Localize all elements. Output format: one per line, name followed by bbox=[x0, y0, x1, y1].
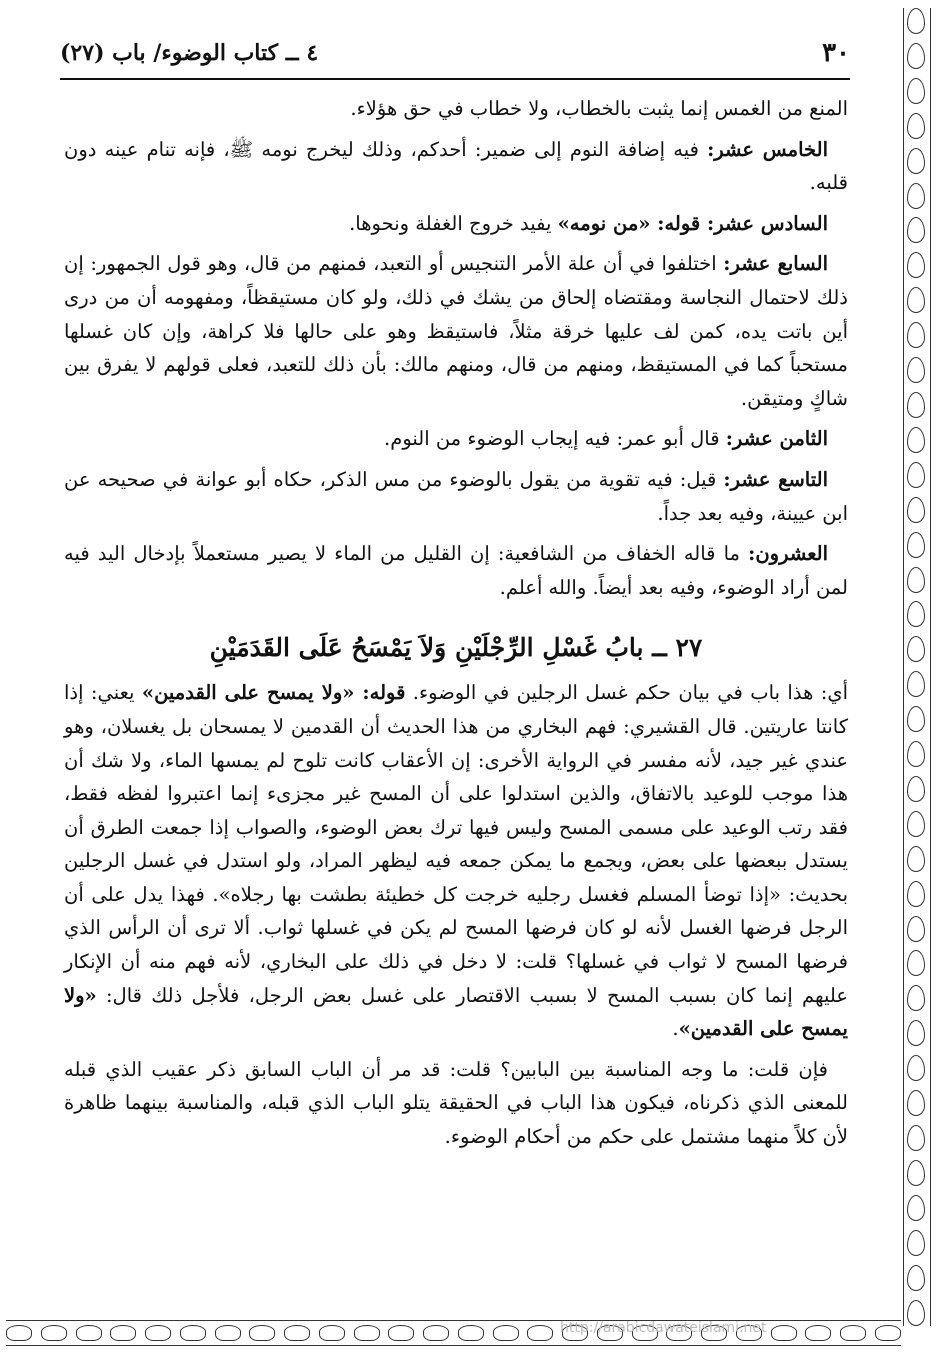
border-ornament bbox=[907, 427, 925, 453]
border-ornament bbox=[907, 776, 925, 802]
border-ornament bbox=[907, 671, 925, 697]
border-ornament bbox=[907, 916, 925, 942]
border-ornament bbox=[907, 636, 925, 662]
border-ornament bbox=[907, 113, 925, 139]
chapter-paragraph-2: فإن قلت: ما وجه المناسبة بين البابين؟ قلت: قد مر أن الباب السابق ذكر عقيب الذي قبله للمعنى الذي ذكرناه، فيكون هذا الباب في الحقيقة يتلو الباب الذي قبله، والمناسبة بينهما ظاهرة لأن كلاً منهما مشتمل على حكم من أحكام الوضوء. bbox=[64, 1057, 848, 1149]
border-ornament bbox=[180, 1325, 206, 1341]
paragraph-lead: الخامس عشر: bbox=[707, 137, 828, 161]
border-ornament bbox=[907, 462, 925, 488]
border-ornament bbox=[875, 1325, 901, 1341]
border-ornament bbox=[907, 1090, 925, 1116]
border-ornament bbox=[6, 1325, 32, 1341]
quoted-phrase: «ولا يمسح على القدمين» bbox=[64, 983, 848, 1041]
border-ornament bbox=[907, 706, 925, 732]
border-ornament bbox=[907, 601, 925, 627]
watermark-url: http://arabicdawateislami.net bbox=[560, 1320, 767, 1336]
paragraph-16: السادس عشر: قوله: «من نومه» يفيد خروج الغفلة ونحوها. bbox=[349, 211, 828, 235]
paragraph-lead: السابع عشر: bbox=[723, 252, 828, 276]
border-ornament bbox=[284, 1325, 310, 1341]
ornamental-border-bottom bbox=[6, 1320, 901, 1346]
page-number: ٣٠ bbox=[822, 38, 850, 68]
border-ornament bbox=[907, 846, 925, 872]
paragraph-18: الثامن عشر: قال أبو عمر: فيه إيجاب الوضوء من النوم. bbox=[384, 427, 828, 451]
border-ornament bbox=[907, 183, 925, 209]
border-ornament bbox=[458, 1325, 484, 1341]
paragraph-20: العشرون: ما قاله الخفاف من الشافعية: إن القليل من الماء لا يصير مستعملاً بإدخال اليد فيه لمن أراد الوضوء، وفيه بعد أيضاً. والله أعلم. bbox=[64, 542, 848, 599]
border-ornament bbox=[907, 287, 925, 313]
border-ornament bbox=[423, 1325, 449, 1341]
border-ornament bbox=[41, 1325, 67, 1341]
border-ornament bbox=[907, 497, 925, 523]
border-ornament bbox=[354, 1325, 380, 1341]
border-ornament bbox=[907, 217, 925, 243]
border-ornament bbox=[805, 1325, 831, 1341]
border-ornament bbox=[215, 1325, 241, 1341]
border-ornament bbox=[907, 811, 925, 837]
border-ornament bbox=[907, 1020, 925, 1046]
border-ornament bbox=[145, 1325, 171, 1341]
border-ornament bbox=[493, 1325, 519, 1341]
border-ornament bbox=[388, 1325, 414, 1341]
border-ornament bbox=[907, 1300, 925, 1326]
border-ornament bbox=[249, 1325, 275, 1341]
page-body bbox=[64, 92, 848, 1161]
border-ornament bbox=[907, 392, 925, 418]
border-ornament bbox=[907, 567, 925, 593]
border-ornament bbox=[907, 78, 925, 104]
border-ornament bbox=[840, 1325, 866, 1341]
paragraph-17: السابع عشر: اختلفوا في أن علة الأمر التنجيس أو التعبد، فمنهم من قال، وهو قول الجمهور: إن ذلك لاحتمال النجاسة ومقتضاه إلحاق من يشك في ذلك، ولو كان مستيقظاً، ومفهومه أن من درى أين باتت يده، كمن لف عليها خرقة مثلاً، فاستيقظ وهو على حالها فلا كراهة، وإن كان غسلها مستحباً كما في المستيقظ، ومنهم من قال، ومنهم مالك: بأن ذلك للتعبد، فعلى قولهم لا يفرق بين شاكٍ ومتيقن. bbox=[64, 252, 848, 410]
paragraph-lead: التاسع عشر: bbox=[723, 467, 828, 491]
paragraph-lead: السادس عشر: قوله: «من نومه» bbox=[557, 211, 828, 235]
border-ornament bbox=[907, 532, 925, 558]
border-ornament bbox=[771, 1325, 797, 1341]
paragraph-continued: المنع من الغمس إنما يثبت بالخطاب، ولا خطاب في حق هؤلاء. bbox=[350, 97, 848, 120]
paragraph-lead: الثامن عشر: bbox=[725, 427, 828, 451]
border-ornament bbox=[907, 1265, 925, 1291]
paragraph-15: الخامس عشر: فيه إضافة النوم إلى ضمير: أحدكم، وذلك ليخرج نومه ﷺ، فإنه تنام عينه دون قلبه. bbox=[64, 137, 848, 195]
border-ornament bbox=[907, 252, 925, 278]
border-ornament bbox=[907, 357, 925, 383]
border-ornament bbox=[907, 985, 925, 1011]
border-ornament bbox=[76, 1325, 102, 1341]
header-divider bbox=[60, 78, 850, 80]
border-ornament bbox=[907, 148, 925, 174]
border-ornament bbox=[907, 741, 925, 767]
border-ornament bbox=[907, 43, 925, 69]
running-title: ٤ ــ كتاب الوضوء/ باب (٢٧) bbox=[60, 40, 319, 66]
border-ornament bbox=[319, 1325, 345, 1341]
border-ornament bbox=[907, 950, 925, 976]
border-ornament bbox=[907, 322, 925, 348]
border-ornament bbox=[907, 881, 925, 907]
page-header bbox=[60, 36, 850, 70]
border-ornament bbox=[907, 1230, 925, 1256]
border-ornament bbox=[110, 1325, 136, 1341]
chapter-title: ٢٧ ــ بابُ غَسْلِ الرِّجْلَيْنِ وَلاَ يَمْسَحُ عَلَى القَدَمَيْنِ bbox=[209, 633, 703, 663]
ornamental-border-right bbox=[903, 8, 931, 1326]
border-ornament bbox=[907, 1160, 925, 1186]
border-ornament bbox=[907, 8, 925, 34]
border-ornament bbox=[527, 1325, 553, 1341]
chapter-paragraph-1: أي: هذا باب في بيان حكم غسل الرجلين في الوضوء. قوله: «ولا يمسح على القدمين» يعني: إذا كانتا عاريتين. قال القشيري: فهم البخاري من هذا الحديث أن القدمين لا يمسحان بل يغسلان، وهو عندي غير جيد، لأنه مفسر في الرواية الأخرى: إن الأعقاب كانت تلوح لم يمسها الماء، ولا شك أن هذا موجب للوعيد بالاتفاق، والذين استدلوا على أن المسح غير مجزىء إنما اعتبروا لفظه فقط، فقد رتب الوعيد على مسمى المسح وليس فيها ترك بعض الوضوء، والصواب إذا جمعت الطرق أن يستدل ببعضها على بعض، ويجمع ما يمكن جمعه فيه ليظهر المراد، ولو استدل في غسل الرجلين بحديث: «إذا توضأ المسلم فغسل رجليه خرجت كل خطيئة بطشت بها رجلاه». فهذا يدل على أن الرجل فرضها الغسل لأنه لو كان فرضها المسح لم يكن في غسلها ثواب. ألا ترى أن الرأس الذي فرضها المسح لا ثواب في غسلها؟ قلت: لا دخل في ذلك على البخاري، لأنه فهم منه أن الإنكار عليهم إنما كان بسبب المسح لا بسبب الاقتصار على غسل بعض الرجل، فلأجل ذلك قال: «ولا يمسح على القدمين». bbox=[64, 681, 848, 1041]
paragraph-19: التاسع عشر: قيل: فيه تقوية من يقول بالوضوء من مس الذكر، حكاه أبو عوانة في صحيحه عن ابن عيينة، وفيه بعد جداً. bbox=[64, 467, 848, 525]
paragraph-lead: العشرون: bbox=[748, 542, 828, 566]
quoted-phrase: قوله: «ولا يمسح على القدمين» bbox=[141, 681, 406, 705]
border-ornament bbox=[907, 1195, 925, 1221]
border-ornament bbox=[907, 1125, 925, 1151]
border-ornament bbox=[907, 1055, 925, 1081]
